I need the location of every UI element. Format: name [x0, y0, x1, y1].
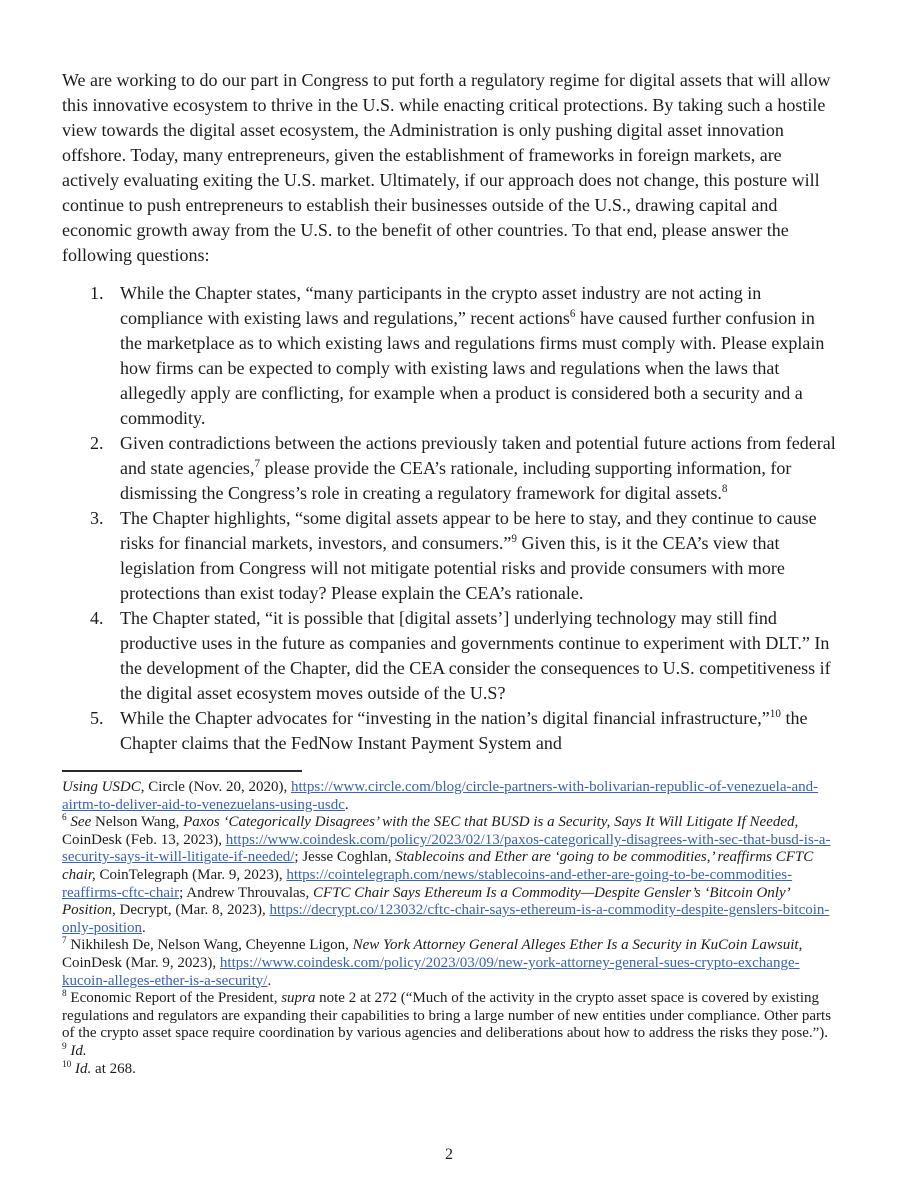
footnote-ref: 6 [62, 813, 67, 824]
footnote-ref: 8 [62, 989, 67, 1000]
footnote-ref: 7 [254, 458, 261, 470]
text-run: Given contradictions between the actions previously taken and potential future actions from federal and state agencies, [120, 433, 836, 478]
italic-text: Id. [75, 1060, 92, 1077]
question-number: 4. [90, 608, 104, 628]
footnote-7 [62, 937, 840, 990]
intro-paragraph: We are working to do our part in Congress to put forth a regulatory regime for digital assets that will allow this innovative ecosystem to thrive in the U.S. while enacting critical protections. By taking such a hostile view towards the digital asset ecosystem, the Administration is only pushing digital asset innovation offshore. Today, many entrepreneurs, given the establishment of frameworks in foreign markets, are actively evaluating exiting the U.S. market. Ultimately, if our approach does not change, this posture will continue to push entrepreneurs to establish their businesses outside of the U.S., drawing capital and economic growth away from the U.S. to the benefit of other countries. To that end, please answer the following questions: [62, 70, 831, 265]
hyperlink[interactable]: https://decrypt.co/123032/cftc-chair-says-ethereum-is-a-commodity-despite-genslers-bitcoin-only-position [62, 902, 830, 936]
italic-text: supra [281, 990, 316, 1007]
hyperlink[interactable]: https://www.circle.com/blog/circle-partners-with-bolivarian-republic-of-venezuela-and-airtm-to-deliver-aid-to-venezuelans-using-usdc [62, 779, 819, 813]
hyperlink[interactable]: https://cointelegraph.com/news/stablecoins-and-ether-are-going-to-be-commodities-reaffirms-cftc-chair [62, 866, 793, 901]
text-run: . [267, 972, 272, 989]
footnote-9 [62, 1043, 840, 1061]
text-run: note 2 at 272 (“Much of the activity in the crypto asset space is covered by existing regulations and regulators are expanding their capabilities to bring a large number of new entities under compliance. Other parts of the crypto asset space require coordination by various agencies and deliberations about how to address the risks they pose.”). [62, 990, 832, 1042]
text-run: , Decrypt, (Mar. 8, 2023), [112, 902, 270, 919]
text-run: The Chapter highlights, “some digital assets appear to be here to stay, and they continue to cause risks for financial markets, investors, and consumers.” [120, 508, 817, 553]
text-run: have caused further confusion in the marketplace as to which existing laws and regulations firms must comply with. Please explain how firms can be expected to comply with existing laws and regulations when the laws that allegedly apply are conflicting, for example when a product is considered both a security and a commodity. [120, 308, 825, 428]
footnote-ref: 7 [62, 936, 67, 947]
text-run: ; Jesse Coghlan, [294, 849, 396, 866]
footnote-ref: 9 [62, 1041, 67, 1052]
hyperlink[interactable]: https://www.coindesk.com/policy/2023/03/09/new-york-attorney-general-sues-crypto-exchange-kucoin-alleges-ether-is-a-security/ [62, 954, 800, 989]
text-run: please provide the CEA’s rationale, including supporting information, for dismissing the Congress’s role in creating a regulatory framework for digital assets. [120, 458, 792, 503]
question-item-5 [62, 706, 840, 756]
text-run: While the Chapter advocates for “investing in the nation’s digital financial infrastructure,” [120, 708, 770, 728]
text-run: . [344, 796, 349, 813]
text-run: the Chapter claims that the FedNow Instant Payment System and [120, 708, 808, 753]
italic-text: See [70, 814, 92, 831]
question-item-3 [62, 506, 840, 606]
question-text [120, 281, 840, 431]
italic-text: New York Attorney General Alleges Ether Is a Security in KuCoin Lawsuit, [352, 937, 803, 954]
footnote-separator [62, 770, 302, 772]
footnote-10 [62, 1061, 840, 1079]
text-run: Nikhilesh De, Nelson Wang, Cheyenne Ligon, [66, 937, 353, 954]
hyperlink[interactable]: https://www.coindesk.com/policy/2023/02/13/paxos-categorically-disagrees-with-sec-that-busd-is-a-security-says-it-will-litigate-if-needed/ [62, 831, 831, 866]
footnote-8 [62, 990, 840, 1043]
question-item-4 [62, 606, 840, 706]
question-text [120, 431, 840, 506]
text-run: Nelson Wang, [91, 814, 184, 831]
text-run: CoinDesk (Feb. 13, 2023), [62, 831, 226, 848]
text-run: CoinTelegraph (Mar. 9, 2023), [95, 866, 287, 883]
text-run: The Chapter stated, “it is possible that [digital assets’] underlying technology may still find productive uses in the future as companies and governments continue to experiment with DLT.” In the development of the Chapter, did the CEA consider the consequences to U.S. competitiveness if the digital asset ecosystem moves outside of the U.S? [120, 608, 831, 703]
text-run: Economic Report of the President, [66, 990, 282, 1007]
question-number: 2. [90, 433, 104, 453]
italic-text: Using USDC [62, 779, 141, 795]
italic-text: Stablecoins and Ether are ‘going to be commodities,’ reaffirms CFTC chair, [62, 849, 814, 883]
page-content [62, 68, 840, 1078]
question-number: 1. [90, 283, 104, 303]
text-run: While the Chapter states, “many participants in the crypto asset industry are not acting in compliance with existing laws and regulations,” recent actions [120, 283, 762, 328]
question-number: 3. [90, 508, 104, 528]
text-run: ; Andrew Throuvalas, [179, 884, 314, 901]
question-text [120, 706, 840, 756]
italic-text: CFTC Chair Says Ethereum Is a Commodity—Despite Gensler’s ‘Bitcoin Only’ Position [62, 884, 789, 919]
question-text [120, 606, 840, 706]
questions-list [62, 281, 840, 756]
question-text [120, 506, 840, 606]
text-run: at 268. [91, 1060, 136, 1077]
footnote-ref: 8 [721, 483, 728, 495]
question-item-2 [62, 431, 840, 506]
footnote-ref: 9 [511, 533, 517, 545]
footnote-continuation [62, 779, 840, 814]
footnote-ref: 10 [769, 708, 781, 720]
page-number: 2 [445, 1146, 453, 1163]
footnote-ref: 6 [569, 308, 576, 320]
question-item-1 [62, 281, 840, 431]
text-run: , Circle (Nov. 20, 2020), [140, 779, 292, 795]
question-number: 5. [90, 708, 104, 728]
text-run: CoinDesk (Mar. 9, 2023), [62, 954, 220, 971]
footnote-6 [62, 814, 840, 937]
footnotes-section [62, 770, 840, 1078]
italic-text: Id. [70, 1042, 87, 1059]
footnote-ref: 10 [62, 1059, 72, 1070]
italic-text: Paxos ‘Categorically Disagrees’ with the SEC that BUSD is a Security, Says It Will Litigate If Needed, [183, 814, 799, 831]
text-run: Given this, is it the CEA’s view that legislation from Congress will not mitigate potential risks and provide consumers with more protections than exist today? Please explain the CEA’s rationale. [120, 533, 785, 603]
text-run: . [142, 919, 146, 936]
